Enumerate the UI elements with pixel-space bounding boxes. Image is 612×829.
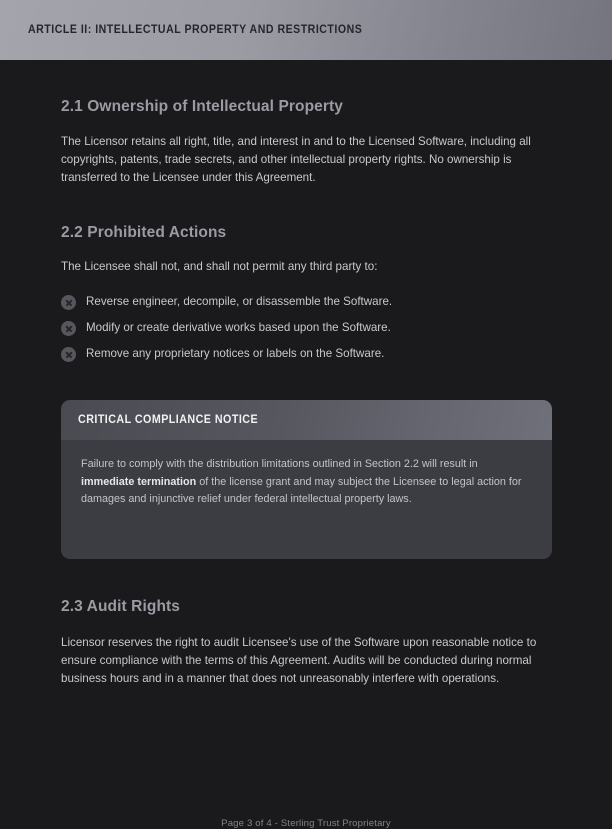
section-2-1-heading: 2.1 Ownership of Intellectual Property bbox=[61, 98, 344, 115]
article-header-band bbox=[0, 0, 612, 60]
list-item-label: Modify or create derivative works based upon the Software. bbox=[86, 321, 391, 334]
section-2-3-heading: 2.3 Audit Rights bbox=[61, 598, 181, 615]
page-footer: Page 3 of 4 - Sterling Trust Proprietary bbox=[221, 818, 391, 829]
notice-body bbox=[61, 440, 552, 509]
x-circle-icon bbox=[61, 295, 76, 310]
list-item bbox=[61, 289, 551, 315]
notice-title: CRITICAL COMPLIANCE NOTICE bbox=[78, 414, 259, 426]
notice-body-text-tail: of the license grant and may subject the Licensee to legal action for damages and injunctive relief under federal intellectual property laws. bbox=[81, 475, 522, 505]
section-2-3-paragraph: Licensor reserves the right to audit Licensee's use of the Software upon reasonable notice to ensure compliance with the terms of this Agreement. Audits will be conducted during normal business hours and in a manner that does not unreasonably interfere with operations. bbox=[61, 636, 537, 685]
list-item-label: Remove any proprietary notices or labels on the Software. bbox=[86, 347, 385, 360]
list-item bbox=[61, 341, 551, 367]
prohibited-actions-list bbox=[61, 289, 551, 367]
list-item-label: Reverse engineer, decompile, or disassemble the Software. bbox=[86, 295, 393, 308]
notice-body-text-lead: Failure to comply with the distribution limitations outlined in Section 2.2 will result in bbox=[81, 458, 478, 470]
section-2-3 bbox=[61, 598, 551, 688]
critical-compliance-notice bbox=[61, 400, 552, 559]
x-circle-icon bbox=[61, 347, 76, 362]
section-2-2 bbox=[61, 224, 551, 367]
notice-body-emphasis: immediate termination bbox=[81, 475, 197, 488]
notice-header-bar bbox=[61, 400, 552, 440]
article-header-title: ARTICLE II: INTELLECTUAL PROPERTY AND RESTRICTIONS bbox=[28, 24, 363, 36]
section-2-2-heading: 2.2 Prohibited Actions bbox=[61, 224, 227, 241]
x-circle-icon bbox=[61, 321, 76, 336]
section-2-1-paragraph: The Licensor retains all right, title, and interest in and to the Licensed Software, including all copyrights, patents, trade secrets, and other intellectual property rights. No ownership is transferred to the Licensee under this Agreement. bbox=[61, 135, 531, 184]
section-2-2-lead: The Licensee shall not, and shall not permit any third party to: bbox=[61, 260, 378, 273]
list-item bbox=[61, 315, 551, 341]
section-2-1 bbox=[61, 98, 551, 187]
page-body bbox=[0, 60, 612, 829]
